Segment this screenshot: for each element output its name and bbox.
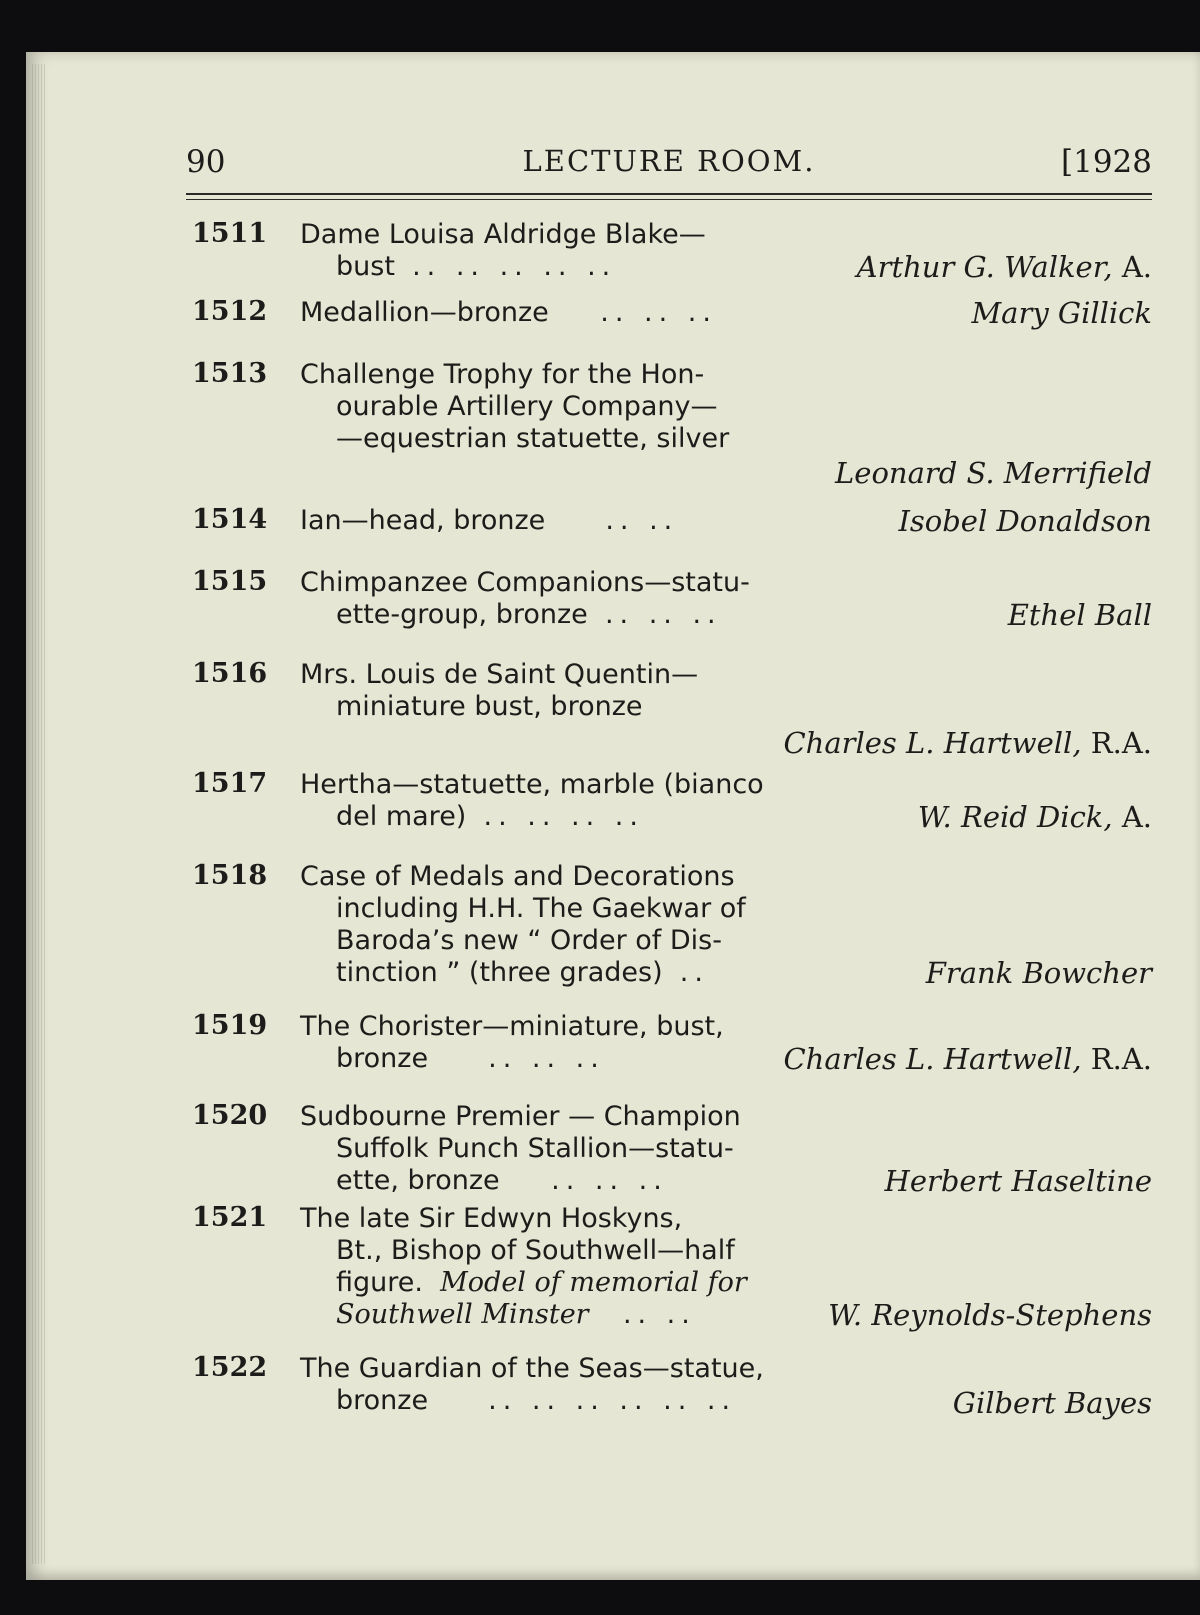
- artist-name: W. Reynolds-Stephens: [828, 1298, 1152, 1332]
- artist-name: Ethel Ball: [1007, 598, 1152, 632]
- leader-dots: .. .. .. .. .. ..: [488, 1385, 737, 1416]
- header-rule-thin: [186, 199, 1152, 200]
- entry-line: Sudbourne Premier — Champion: [300, 1101, 741, 1132]
- leader-dots: .. ..: [605, 505, 679, 536]
- page-number: 90: [186, 144, 226, 180]
- entry-line: Case of Medals and Decorations: [300, 861, 735, 892]
- running-title: LECTURE ROOM.: [522, 144, 816, 178]
- entry-number: 1514: [192, 504, 268, 535]
- entry-line: figure. Model of memorial for: [336, 1267, 747, 1298]
- entry-number: 1518: [192, 860, 268, 891]
- entry-line: bust .. .. .. .. ..: [336, 251, 617, 282]
- header-rule: [186, 193, 1152, 195]
- memorial-note: Model of memorial for: [440, 1267, 747, 1298]
- book-page: [26, 52, 1200, 1580]
- leader-dots: .. .. ..: [604, 599, 722, 630]
- entry-number: 1511: [192, 218, 268, 249]
- entry-number: 1521: [192, 1202, 268, 1233]
- entry-line: Baroda’s new “ Order of Dis-: [336, 925, 722, 956]
- entry-line: tinction ” (three grades) ..: [336, 957, 709, 988]
- leader-dots: .. .. ..: [551, 1165, 668, 1196]
- entry-line: miniature bust, bronze: [336, 691, 643, 722]
- entry-line: bronze .. .. .. .. .. ..: [336, 1385, 737, 1416]
- artist-name: W. Reid Dick, A.: [917, 800, 1152, 834]
- entry-line: Hertha—statuette, marble (bianco: [300, 769, 764, 800]
- entry-number: 1515: [192, 566, 268, 597]
- entry-line: Mrs. Louis de Saint Quentin—: [300, 659, 699, 690]
- entry-line: Medallion—bronze .. .. ..: [300, 297, 717, 328]
- leader-dots: .. ..: [622, 1299, 696, 1330]
- artist-name: Charles L. Hartwell, R.A.: [783, 1042, 1152, 1076]
- page-edges: [32, 64, 46, 1564]
- entry-number: 1517: [192, 768, 268, 799]
- entry-line: ourable Artillery Company—: [336, 391, 718, 422]
- artist-name: Gilbert Bayes: [952, 1386, 1152, 1420]
- entry-line: bronze .. .. ..: [336, 1043, 605, 1074]
- artist-name: Frank Bowcher: [925, 956, 1152, 990]
- entry-line: [336, 1298, 696, 1332]
- artist-name: Arthur G. Walker, A.: [856, 250, 1152, 284]
- memorial-note-cont: Southwell Minster: [336, 1299, 589, 1330]
- entry-line: ette, bronze .. .. ..: [336, 1165, 668, 1196]
- entry-line: Suffolk Punch Stallion—statu-: [336, 1133, 734, 1164]
- year-marker: [1928: [1061, 144, 1152, 180]
- artist-name: Mary Gillick: [971, 296, 1152, 330]
- artist-name: Leonard S. Merrifield: [835, 456, 1152, 490]
- entry-number: 1513: [192, 358, 268, 389]
- entry-line: The Guardian of the Seas—statue,: [300, 1353, 764, 1384]
- leader-dots: .. .. ..: [600, 297, 717, 328]
- artist-name: Charles L. Hartwell, R.A.: [783, 726, 1152, 760]
- artist-name: Herbert Haseltine: [884, 1164, 1152, 1198]
- entry-number: 1519: [192, 1010, 268, 1041]
- page-header: [186, 144, 1152, 188]
- entry-line: including H.H. The Gaekwar of: [336, 893, 746, 924]
- entry-line: Bt., Bishop of Southwell—half: [336, 1235, 735, 1266]
- leader-dots: ..: [679, 957, 709, 988]
- leader-dots: .. .. .. .. ..: [412, 251, 617, 282]
- entry-number: 1516: [192, 658, 268, 689]
- leader-dots: .. .. .. ..: [483, 801, 644, 832]
- entry-line: ette-group, bronze .. .. ..: [336, 599, 722, 630]
- entry-line: The late Sir Edwyn Hoskyns,: [300, 1203, 683, 1234]
- entry-number: 1522: [192, 1352, 268, 1383]
- entry-line: Challenge Trophy for the Hon-: [300, 359, 705, 390]
- entry-line: Dame Louisa Aldridge Blake—: [300, 219, 706, 250]
- entry-line: del mare) .. .. .. ..: [336, 801, 644, 832]
- entry-line: Ian—head, bronze .. ..: [300, 505, 679, 536]
- leader-dots: .. .. ..: [488, 1043, 605, 1074]
- entry-line: Chimpanzee Companions—statu-: [300, 567, 750, 598]
- entry-number: 1512: [192, 296, 268, 327]
- artist-name: Isobel Donaldson: [898, 504, 1152, 538]
- entry-line: The Chorister—miniature, bust,: [300, 1011, 724, 1042]
- entry-line: —equestrian statuette, silver: [336, 423, 730, 454]
- entry-number: 1520: [192, 1100, 268, 1131]
